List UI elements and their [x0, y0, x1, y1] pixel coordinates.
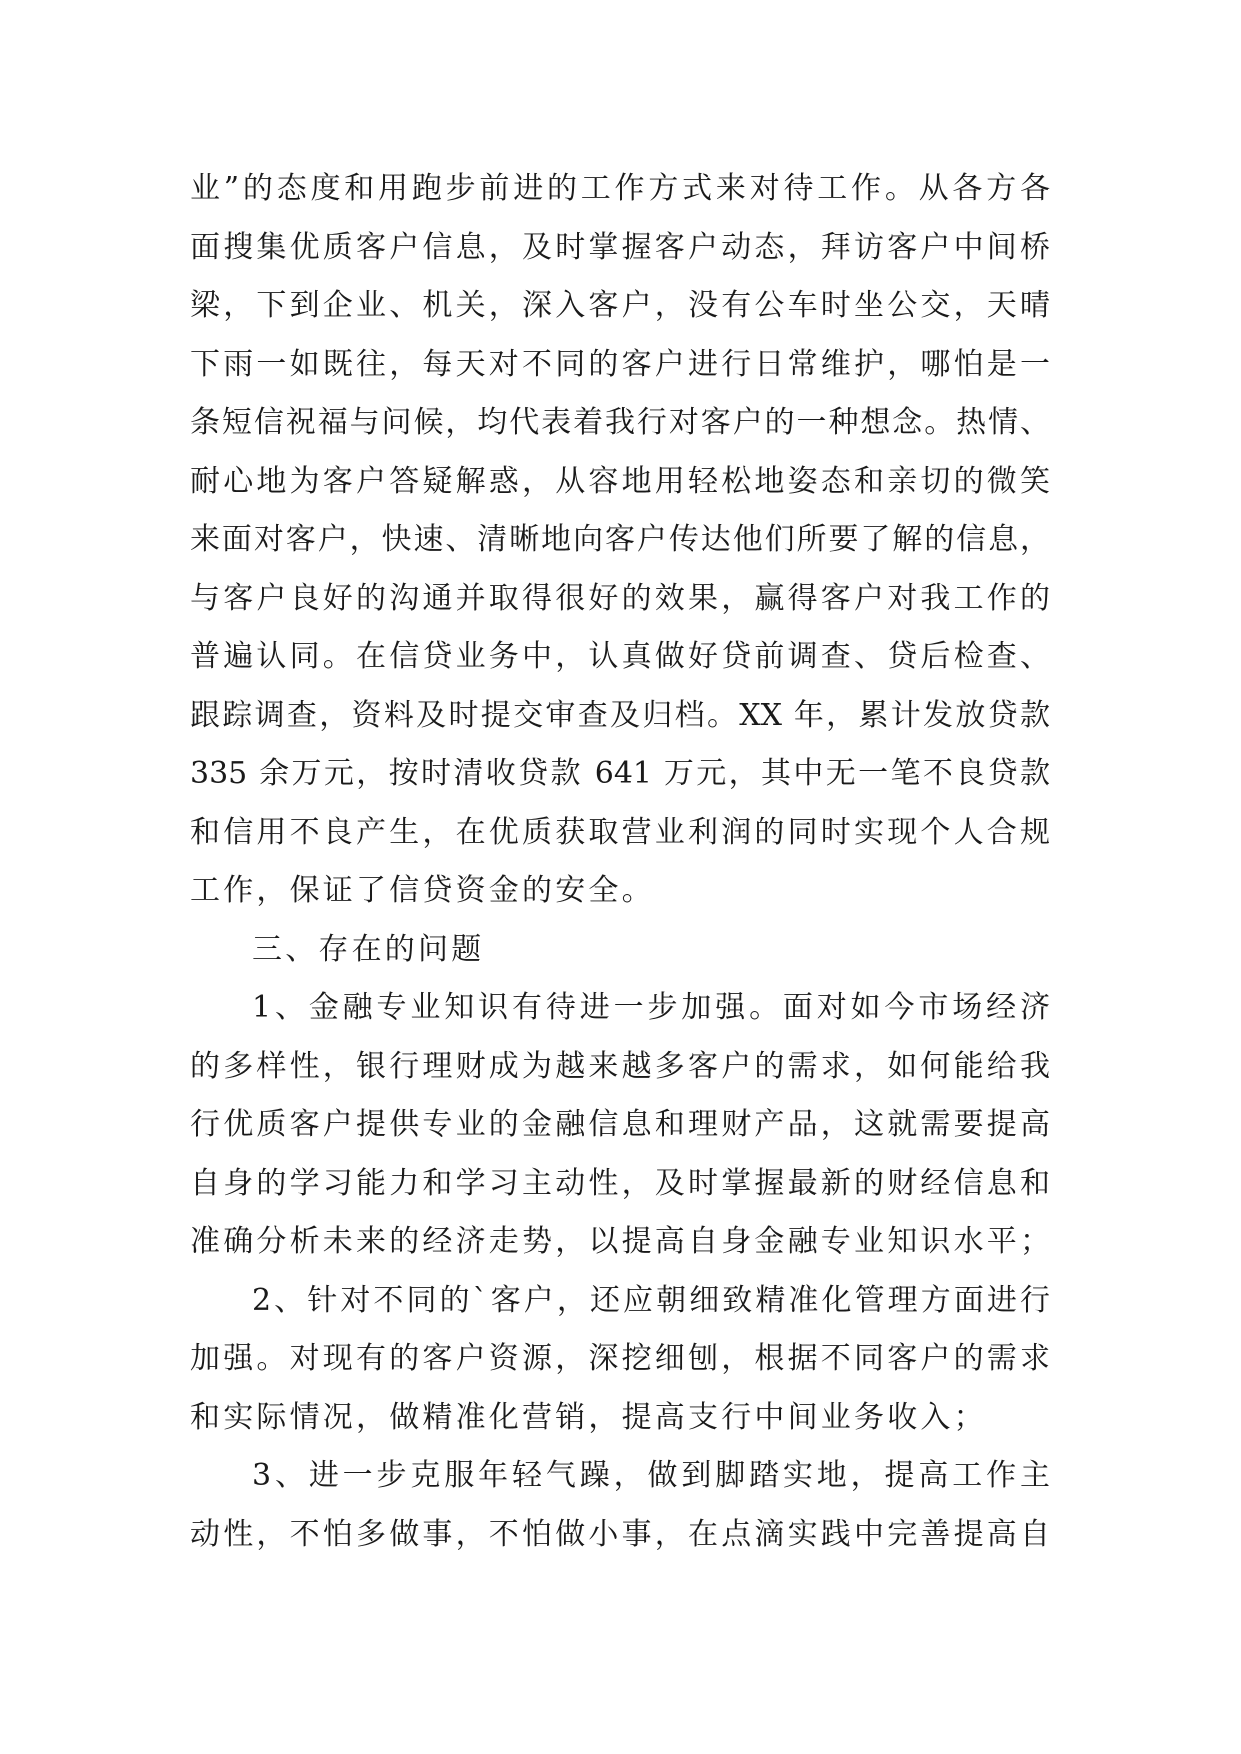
- paragraph-line: 与客户良好的沟通并取得很好的效果，赢得客户对我工作的: [190, 580, 1050, 616]
- paragraph-line: 行优质客户提供专业的金融信息和理财产品，这就需要提高: [190, 1107, 1050, 1142]
- paragraph-line: 下雨一如既往，每天对不同的客户进行日常维护，哪怕是一: [190, 346, 1050, 382]
- paragraph-line: 1、金融专业知识有待进一步加强。面对如今市场经济: [252, 990, 1050, 1025]
- paragraph-line: 梁，下到企业、机关，深入客户，没有公车时坐公交，天晴: [190, 288, 1050, 323]
- paragraph-line: 动性，不怕多做事，不怕做小事，在点滴实践中完善提高自: [190, 1516, 1050, 1552]
- paragraph-line: 自身的学习能力和学习主动性，及时掌握最新的财经信息和: [190, 1165, 1050, 1201]
- paragraph-line: 和信用不良产生，在优质获取营业利润的同时实现个人合规: [190, 814, 1050, 850]
- paragraph-line: 工作，保证了信贷资金的安全。: [190, 873, 655, 908]
- paragraph-line: 和实际情况，做精准化营销，提高支行中间业务收入；: [190, 1399, 987, 1435]
- body-text: [190, 160, 1054, 1564]
- paragraph-line: 跟踪调查，资料及时提交审查及归档。XX 年，累计发放贷款: [190, 697, 1050, 733]
- paragraph-line: 准确分析未来的经济走势，以提高自身金融专业知识水平；: [190, 1224, 1054, 1259]
- paragraph-line: 来面对客户，快速、清晰地向客户传达他们所要了解的信息，: [190, 522, 1050, 557]
- paragraph-line: 条短信祝福与问候，均代表着我行对客户的一种想念。热情、: [190, 405, 1050, 440]
- paragraph-line: 335 余万元，按时清收贷款 641 万元，其中无一笔不良贷款: [190, 756, 1050, 791]
- paragraph-line: 3、进一步克服年轻气躁，做到脚踏实地，提高工作主: [252, 1458, 1050, 1493]
- paragraph-line: 加强。对现有的客户资源，深挖细刨，根据不同客户的需求: [190, 1341, 1050, 1376]
- paragraph-line: 耐心地为客户答疑解惑，从容地用轻松地姿态和亲切的微笑: [190, 463, 1050, 499]
- paragraph-line: 的多样性，银行理财成为越来越多客户的需求，如何能给我: [190, 1048, 1050, 1084]
- paragraph-line: 普遍认同。在信贷业务中，认真做好贷前调查、贷后检查、: [190, 639, 1050, 674]
- paragraph-line: 业”的态度和用跑步前进的工作方式来对待工作。从各方各: [190, 171, 1050, 206]
- paragraph-line: 面搜集优质客户信息，及时掌握客户动态，拜访客户中间桥: [190, 229, 1050, 265]
- section-heading: 三、存在的问题: [252, 931, 485, 967]
- paragraph-line: 2、针对不同的`客户，还应朝细致精准化管理方面进行: [252, 1282, 1050, 1318]
